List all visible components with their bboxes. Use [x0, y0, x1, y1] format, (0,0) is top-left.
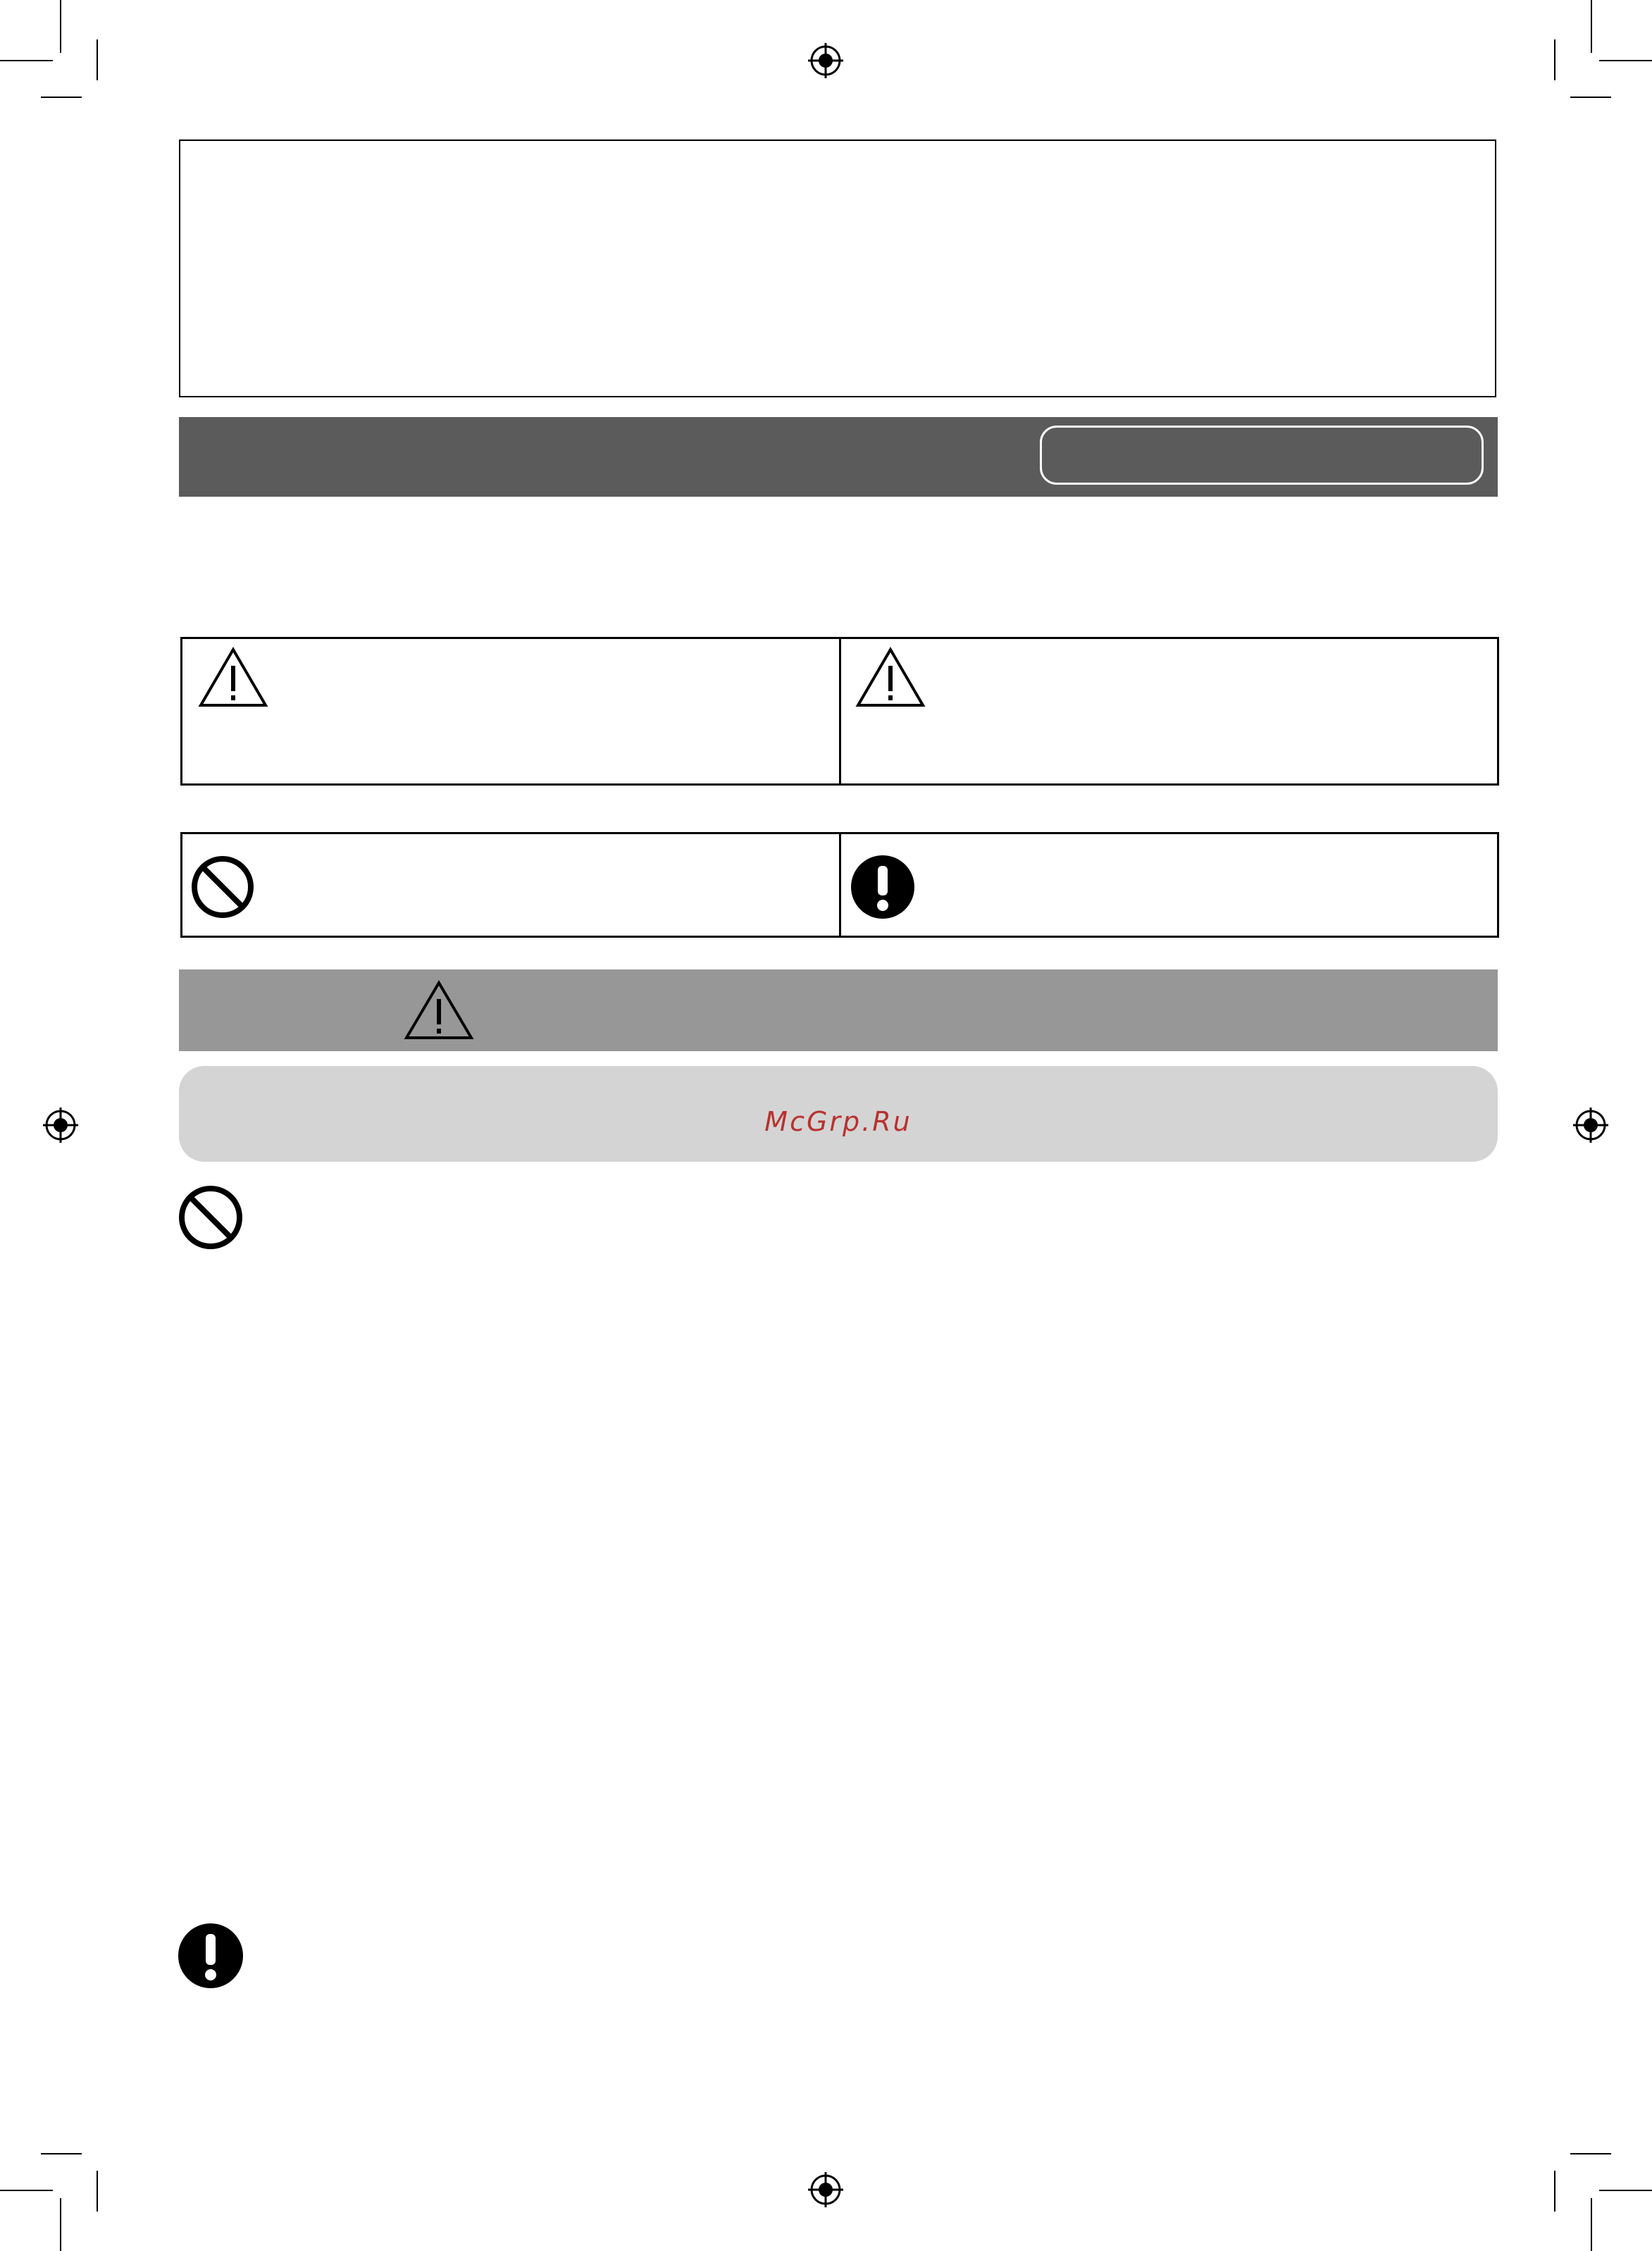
- warning-triangle-icon: [198, 646, 268, 709]
- crop-mark: [1591, 2198, 1592, 2251]
- section-header-band: [179, 417, 1498, 497]
- crop-mark: [1591, 0, 1592, 53]
- crop-mark: [1570, 97, 1611, 98]
- watermark-text: McGrp.Ru: [764, 1106, 912, 1137]
- caution-triangle-icon: [855, 646, 926, 709]
- registration-mark-icon: [1573, 1108, 1608, 1143]
- legend-cell-mandatory: [839, 834, 1498, 936]
- crop-mark: [97, 39, 98, 80]
- warning-section-band: [179, 969, 1498, 1051]
- crop-mark: [0, 2190, 53, 2191]
- prohibited-circle-icon: [190, 854, 256, 920]
- crop-mark: [60, 0, 61, 53]
- legend-cell-caution: [839, 639, 1498, 783]
- registration-mark-icon: [808, 43, 843, 78]
- crop-mark: [60, 2198, 61, 2251]
- crop-mark: [41, 97, 82, 98]
- warning-triangle-icon: [404, 979, 474, 1041]
- mandatory-exclamation-icon: [850, 854, 916, 920]
- signal-word-legend: [180, 637, 1499, 786]
- crop-mark: [1554, 2171, 1555, 2212]
- crop-mark: [1599, 60, 1652, 61]
- legend-cell-prohibited: [182, 834, 839, 936]
- mandatory-exclamation-icon: [177, 1922, 244, 1990]
- crop-mark: [41, 2153, 82, 2154]
- legend-cell-warning: [182, 639, 839, 783]
- symbol-legend: [180, 832, 1499, 938]
- registration-mark-icon: [808, 2172, 843, 2207]
- registration-mark-icon: [43, 1108, 78, 1143]
- crop-mark: [0, 60, 53, 61]
- crop-mark: [1554, 39, 1555, 80]
- crop-mark: [97, 2171, 98, 2212]
- prohibited-circle-icon: [177, 1184, 244, 1251]
- section-tag-pill: [1040, 426, 1484, 485]
- crop-mark: [1570, 2153, 1611, 2154]
- notice-box: [179, 1066, 1498, 1162]
- crop-mark: [1599, 2190, 1652, 2191]
- header-frame: [179, 139, 1496, 397]
